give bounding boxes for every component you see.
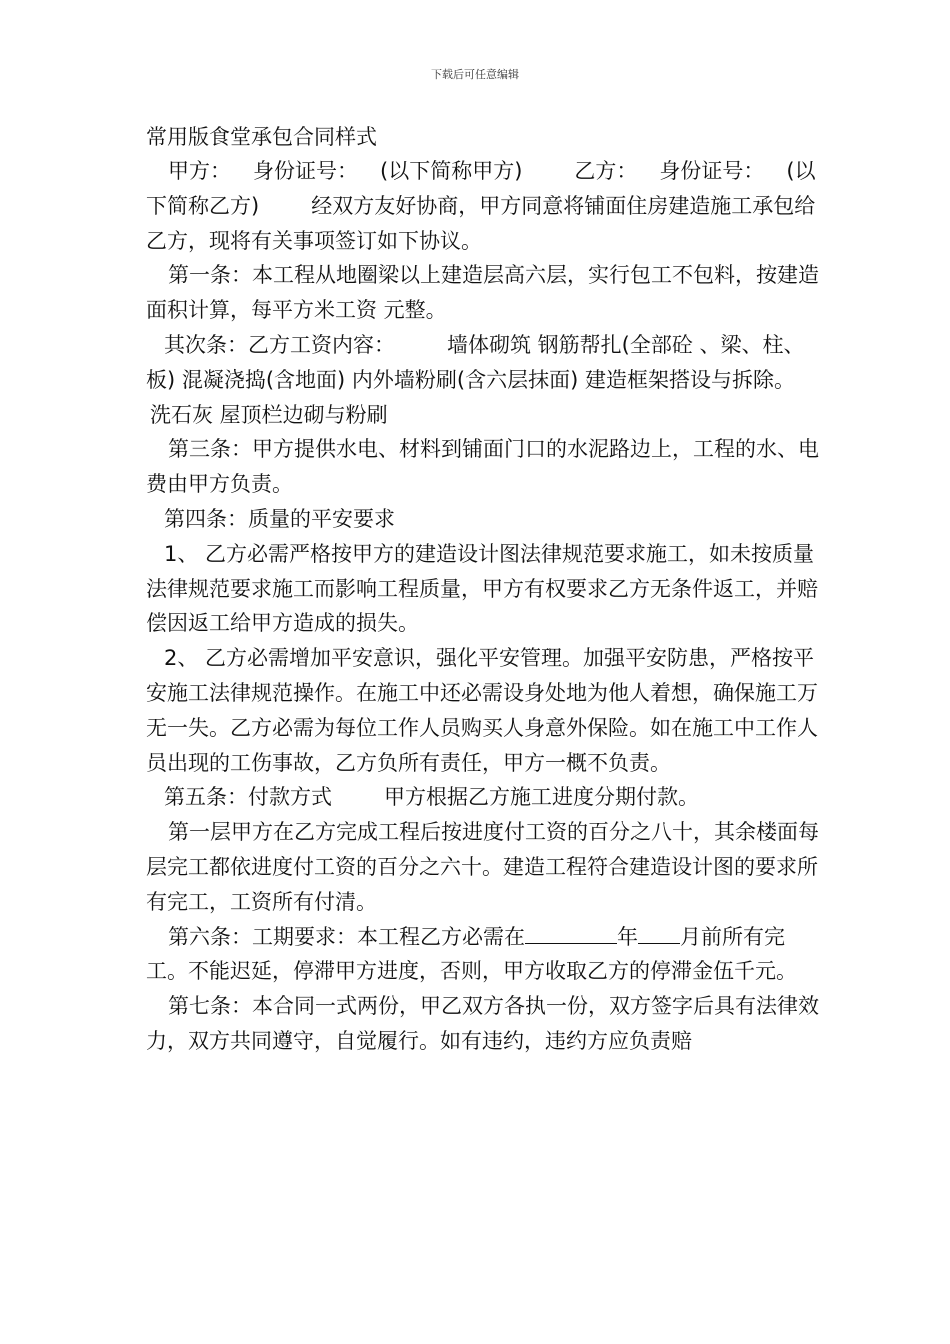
party-a-id-label: 身份证号： [253, 159, 358, 183]
article-5-heading: 第五条：付款方式 [164, 785, 332, 810]
article-4-item-1: 1、 乙方必需严格按甲方的建造设计图法律规范要求施工，如未按质量法律规范要求施工而影响工程质量，甲方有权要求乙方无条件返工，并赔偿因返工给甲方造成的损失。 [146, 541, 818, 636]
intro-paragraph [146, 154, 820, 258]
article-7: 第七条：本合同一式两份，甲乙双方各执一份，双方签字后具有法律效力，双方共同遵守，自觉履行。如有违约，违约方应负责赔 [146, 994, 819, 1053]
article-6 [146, 920, 820, 990]
year-blank [525, 925, 617, 944]
article-3: 第三条：甲方提供水电、材料到铺面门口的水泥路边上，工程的水、电费由甲方负责。 [146, 437, 819, 497]
article-4-item-2: 2、 乙方必需增加平安意识，强化平安管理。加强平安防患，严格按平安施工法律规范操作。在施工中还必需设身处地为他人着想，确保施工万无一失。乙方必需为每位工作人员购买人身意外保险。如在施工中工作人员出现的工伤事故，乙方负所有责任，甲方一概不负责。 [146, 646, 818, 775]
party-b-alias: (以下简称乙方) [146, 159, 816, 218]
party-b-label: 乙方： [574, 159, 638, 183]
article-2 [146, 328, 820, 398]
article-6-year-label: 年 [617, 924, 638, 949]
article-2-content: 墙体砌筑 钢筋帮扎(全部砼 、梁、柱、板) 混凝浇捣(含地面) 内外墙粉刷(含六层抹面) 建造框架搭设与拆除。 [146, 332, 805, 392]
article-5-detail: 第一层甲方在乙方完成工程后按进度付工资的百分之八十，其余楼面每层完工都依进度付工资的百分之六十。建造工程符合建造设计图的要求所有完工，工资所有付清。 [146, 820, 819, 914]
article-5 [146, 780, 820, 815]
article-1: 第一条：本工程从地圈梁以上建造层高六层，实行包工不包料，按建造面积计算，每平方米工资 元整。 [146, 263, 819, 323]
article-6-prefix: 第六条：工期要求：本工程乙方必需在 [168, 924, 525, 949]
article-2-extra: 洗石灰 屋顶栏边砌与粉刷 [150, 402, 388, 427]
party-b-id-label: 身份证号： [659, 159, 765, 183]
party-a-label: 甲方： [168, 159, 231, 183]
article-6-month-label: 月前所有完工。不能迟延，停滞甲方进度，否则，甲方收取乙方的停滞金伍千元。 [146, 924, 797, 984]
article-4-heading: 第四条：质量的平安要求 [164, 506, 395, 531]
article-5-content: 甲方根据乙方施工进度分期付款。 [384, 785, 699, 810]
document-body [146, 154, 820, 1059]
month-blank [638, 925, 680, 944]
document-title: 常用版食堂承包合同样式 [146, 125, 377, 149]
article-2-heading: 其次条：乙方工资内容： [164, 332, 395, 357]
preamble-text: 经双方友好协商，甲方同意将铺面住房建造施工承包给乙方，现将有关事项签订如下协议。 [146, 193, 816, 253]
party-a-alias: (以下简称甲方) [380, 159, 523, 183]
page-header-note: 下载后可任意编辑 [431, 68, 519, 81]
